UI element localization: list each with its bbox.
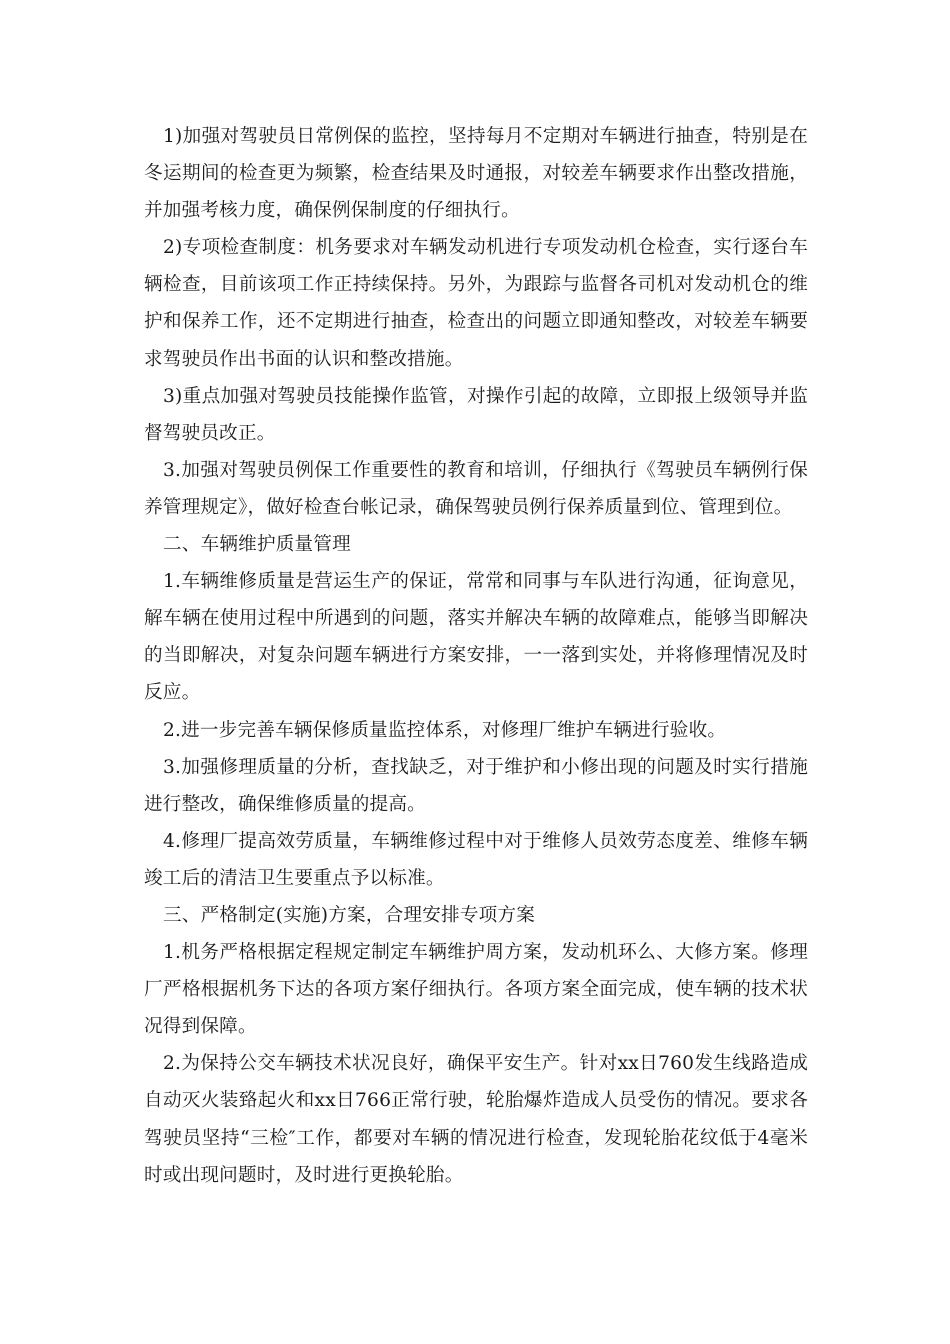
paragraph-4: 3.加强对驾驶员例保工作重要性的教育和培训，仔细执行《驾驶员车辆例行保养管理规定》，做好检查台帐记录，确保驾驶员例行保养质量到位、管理到位。: [144, 459, 808, 518]
paragraph-6: 2.进一步完善车辆保修质量监控体系，对修理厂维护车辆进行验收。: [163, 719, 727, 741]
paragraph-7: 3.加强修理质量的分析，查找缺乏，对于维护和小修出现的问题及时实行措施进行整改，确保维修质量的提高。: [144, 756, 808, 815]
paragraph-2: 2)专项检查制度：机务要求对车辆发动机进行专项发动机仓检查，实行逐台车辆检查，目前该项工作正持续保持。另外，为跟踪与监督各司机对发动机仓的维护和保养工作，还不定期进行抽查，检查出的问题立即通知整改，对较差车辆要求驾驶员作出书面的认识和整改措施。: [144, 237, 808, 370]
paragraph-1: 1)加强对驾驶员日常例保的监控，坚持每月不定期对车辆进行抽查，特别是在冬运期间的检查更为频繁，检查结果及时通报，对较差车辆要求作出整改措施，并加强考核力度，确保例保制度的仔细执行。: [144, 126, 808, 222]
section-heading-3: 三、严格制定(实施)方案，合理安排专项方案: [163, 904, 535, 926]
paragraph-5: 1.车辆维修质量是营运生产的保证，常常和同事与车队进行沟通，征询意见，解车辆在使用过程中所遇到的问题，落实并解决车辆的故障难点，能够当即解决的当即解决，对复杂问题车辆进行方案安排，一一落到实处，并将修理情况及时反应。: [144, 571, 808, 704]
document-body: [144, 118, 808, 1194]
paragraph-3: 3)重点加强对驾驶员技能操作监管，对操作引起的故障，立即报上级领导并监督驾驶员改正。: [144, 385, 808, 444]
paragraph-10: 2.为保持公交车辆技术状况良好，确保平安生产。针对xx日760发生线路造成自动灭火装臵起火和xx日766正常行驶，轮胎爆炸造成人员受伤的情况。要求各驾驶员坚持“三检″工作，都要对车辆的情况进行检查，发现轮胎花纹低于4毫米时或出现问题时，及时进行更换轮胎。: [144, 1053, 808, 1186]
paragraph-9: 1.机务严格根据定程规定制定车辆维护周方案，发动机环么、大修方案。修理厂严格根据机务下达的各项方案仔细执行。各项方案全面完成，使车辆的技术状况得到保障。: [144, 942, 808, 1038]
section-heading-2: 二、车辆维护质量管理: [163, 534, 351, 556]
paragraph-8: 4.修理厂提高效劳质量，车辆维修过程中对于维修人员效劳态度差、维修车辆竣工后的清洁卫生要重点予以标准。: [144, 830, 808, 889]
